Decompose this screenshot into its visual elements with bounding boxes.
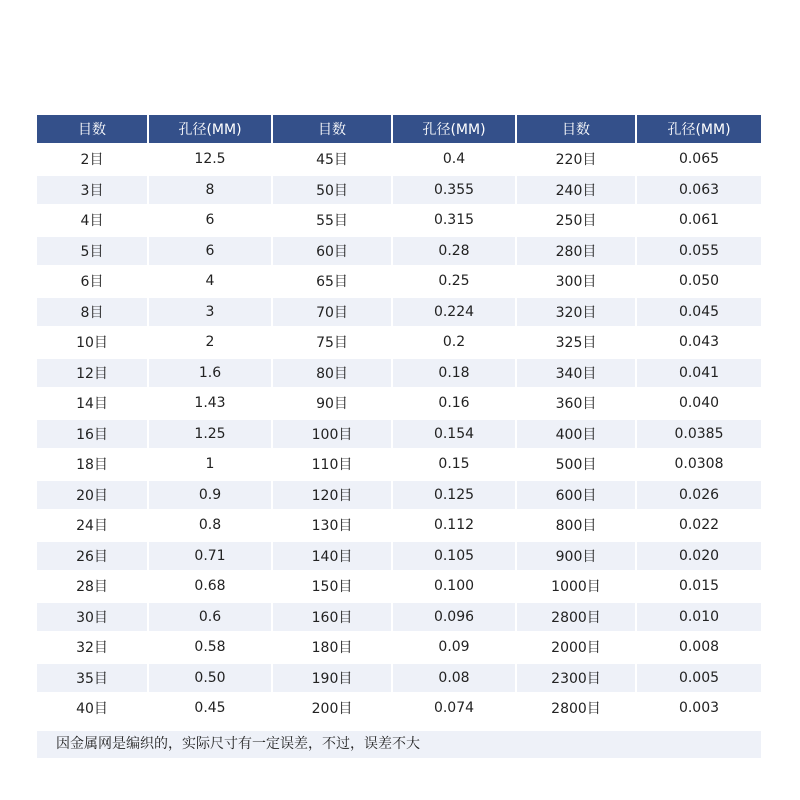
- aperture-cell: 0.100: [393, 570, 517, 601]
- mesh-count-cell: 900目: [517, 540, 637, 571]
- table-row: [37, 143, 761, 174]
- aperture-cell: 0.68: [149, 570, 273, 601]
- mesh-size-table: [37, 115, 761, 723]
- mesh-count-cell: 340目: [517, 357, 637, 388]
- mesh-count-cell: 220目: [517, 143, 637, 174]
- aperture-cell: 0.050: [637, 265, 761, 296]
- table-row: [37, 387, 761, 418]
- table-body: [37, 143, 761, 723]
- aperture-cell: 0.074: [393, 692, 517, 723]
- aperture-cell: 0.105: [393, 540, 517, 571]
- mesh-count-cell: 280目: [517, 235, 637, 266]
- aperture-cell: 4: [149, 265, 273, 296]
- mesh-count-cell: 75目: [273, 326, 393, 357]
- mesh-count-cell: 100目: [273, 418, 393, 449]
- aperture-cell: 1.6: [149, 357, 273, 388]
- mesh-count-cell: 70目: [273, 296, 393, 327]
- aperture-cell: 8: [149, 174, 273, 205]
- mesh-count-cell: 50目: [273, 174, 393, 205]
- mesh-count-cell: 32目: [37, 631, 149, 662]
- mesh-count-cell: 140目: [273, 540, 393, 571]
- aperture-cell: 0.58: [149, 631, 273, 662]
- table-row: [37, 204, 761, 235]
- aperture-cell: 6: [149, 235, 273, 266]
- mesh-count-cell: 28目: [37, 570, 149, 601]
- aperture-cell: 0.065: [637, 143, 761, 174]
- mesh-count-cell: 60目: [273, 235, 393, 266]
- table-row: [37, 540, 761, 571]
- aperture-cell: 0.008: [637, 631, 761, 662]
- table-row: [37, 296, 761, 327]
- aperture-cell: 1.25: [149, 418, 273, 449]
- mesh-count-cell: 12目: [37, 357, 149, 388]
- mesh-count-cell: 160目: [273, 601, 393, 632]
- mesh-count-cell: 90目: [273, 387, 393, 418]
- table-row: [37, 326, 761, 357]
- mesh-count-cell: 2000目: [517, 631, 637, 662]
- aperture-cell: 0.005: [637, 662, 761, 693]
- aperture-cell: 0.026: [637, 479, 761, 510]
- aperture-cell: 0.096: [393, 601, 517, 632]
- mesh-count-cell: 10目: [37, 326, 149, 357]
- aperture-cell: 12.5: [149, 143, 273, 174]
- mesh-count-cell: 190目: [273, 662, 393, 693]
- header-mesh-count-1: 目数: [37, 115, 149, 143]
- mesh-count-cell: 45目: [273, 143, 393, 174]
- aperture-cell: 0.355: [393, 174, 517, 205]
- aperture-cell: 0.041: [637, 357, 761, 388]
- mesh-count-cell: 80目: [273, 357, 393, 388]
- table-row: [37, 631, 761, 662]
- aperture-cell: 0.125: [393, 479, 517, 510]
- aperture-cell: 3: [149, 296, 273, 327]
- mesh-count-cell: 120目: [273, 479, 393, 510]
- mesh-count-cell: 6目: [37, 265, 149, 296]
- mesh-count-cell: 16目: [37, 418, 149, 449]
- mesh-count-cell: 250目: [517, 204, 637, 235]
- table-row: [37, 235, 761, 266]
- mesh-size-table-container: [37, 115, 761, 723]
- mesh-count-cell: 5目: [37, 235, 149, 266]
- mesh-count-cell: 360目: [517, 387, 637, 418]
- header-aperture-2: 孔径(MM): [393, 115, 517, 143]
- mesh-count-cell: 18目: [37, 448, 149, 479]
- mesh-count-cell: 55目: [273, 204, 393, 235]
- aperture-cell: 0.061: [637, 204, 761, 235]
- aperture-cell: 0.020: [637, 540, 761, 571]
- mesh-count-cell: 20目: [37, 479, 149, 510]
- mesh-count-cell: 150目: [273, 570, 393, 601]
- aperture-cell: 0.0385: [637, 418, 761, 449]
- header-aperture-3: 孔径(MM): [637, 115, 761, 143]
- mesh-count-cell: 1000目: [517, 570, 637, 601]
- mesh-count-cell: 325目: [517, 326, 637, 357]
- aperture-cell: 0.010: [637, 601, 761, 632]
- mesh-count-cell: 24目: [37, 509, 149, 540]
- mesh-count-cell: 2300目: [517, 662, 637, 693]
- mesh-count-cell: 320目: [517, 296, 637, 327]
- mesh-count-cell: 8目: [37, 296, 149, 327]
- table-row: [37, 662, 761, 693]
- mesh-count-cell: 400目: [517, 418, 637, 449]
- table-row: [37, 479, 761, 510]
- aperture-cell: 0.6: [149, 601, 273, 632]
- mesh-count-cell: 180目: [273, 631, 393, 662]
- aperture-cell: 0.154: [393, 418, 517, 449]
- aperture-cell: 0.9: [149, 479, 273, 510]
- mesh-count-cell: 130目: [273, 509, 393, 540]
- mesh-count-cell: 65目: [273, 265, 393, 296]
- mesh-count-cell: 2800目: [517, 692, 637, 723]
- aperture-cell: 0.0308: [637, 448, 761, 479]
- header-mesh-count-2: 目数: [273, 115, 393, 143]
- header-aperture-1: 孔径(MM): [149, 115, 273, 143]
- mesh-count-cell: 2目: [37, 143, 149, 174]
- aperture-cell: 0.043: [637, 326, 761, 357]
- aperture-cell: 0.71: [149, 540, 273, 571]
- aperture-cell: 0.25: [393, 265, 517, 296]
- aperture-cell: 0.003: [637, 692, 761, 723]
- aperture-cell: 0.18: [393, 357, 517, 388]
- mesh-count-cell: 240目: [517, 174, 637, 205]
- aperture-cell: 6: [149, 204, 273, 235]
- mesh-count-cell: 35目: [37, 662, 149, 693]
- table-row: [37, 265, 761, 296]
- table-row: [37, 601, 761, 632]
- table-header-row: [37, 115, 761, 143]
- aperture-cell: 0.8: [149, 509, 273, 540]
- table-row: [37, 448, 761, 479]
- mesh-count-cell: 800目: [517, 509, 637, 540]
- aperture-cell: 0.15: [393, 448, 517, 479]
- mesh-count-cell: 2800目: [517, 601, 637, 632]
- aperture-cell: 0.040: [637, 387, 761, 418]
- table-row: [37, 692, 761, 723]
- aperture-cell: 0.112: [393, 509, 517, 540]
- aperture-cell: 0.045: [637, 296, 761, 327]
- aperture-cell: 0.4: [393, 143, 517, 174]
- footnote: 因金属网是编织的，实际尺寸有一定误差，不过，误差不大: [37, 731, 761, 758]
- table-row: [37, 357, 761, 388]
- mesh-count-cell: 200目: [273, 692, 393, 723]
- aperture-cell: 1: [149, 448, 273, 479]
- aperture-cell: 0.055: [637, 235, 761, 266]
- aperture-cell: 0.315: [393, 204, 517, 235]
- aperture-cell: 0.50: [149, 662, 273, 693]
- aperture-cell: 0.45: [149, 692, 273, 723]
- table-row: [37, 570, 761, 601]
- aperture-cell: 1.43: [149, 387, 273, 418]
- aperture-cell: 2: [149, 326, 273, 357]
- table-row: [37, 418, 761, 449]
- aperture-cell: 0.08: [393, 662, 517, 693]
- aperture-cell: 0.015: [637, 570, 761, 601]
- header-mesh-count-3: 目数: [517, 115, 637, 143]
- mesh-count-cell: 500目: [517, 448, 637, 479]
- mesh-count-cell: 40目: [37, 692, 149, 723]
- table-row: [37, 509, 761, 540]
- aperture-cell: 0.063: [637, 174, 761, 205]
- mesh-count-cell: 600目: [517, 479, 637, 510]
- aperture-cell: 0.022: [637, 509, 761, 540]
- mesh-count-cell: 4目: [37, 204, 149, 235]
- aperture-cell: 0.224: [393, 296, 517, 327]
- aperture-cell: 0.2: [393, 326, 517, 357]
- aperture-cell: 0.09: [393, 631, 517, 662]
- mesh-count-cell: 110目: [273, 448, 393, 479]
- mesh-count-cell: 30目: [37, 601, 149, 632]
- aperture-cell: 0.28: [393, 235, 517, 266]
- mesh-count-cell: 300目: [517, 265, 637, 296]
- mesh-count-cell: 3目: [37, 174, 149, 205]
- mesh-count-cell: 26目: [37, 540, 149, 571]
- aperture-cell: 0.16: [393, 387, 517, 418]
- mesh-count-cell: 14目: [37, 387, 149, 418]
- table-row: [37, 174, 761, 205]
